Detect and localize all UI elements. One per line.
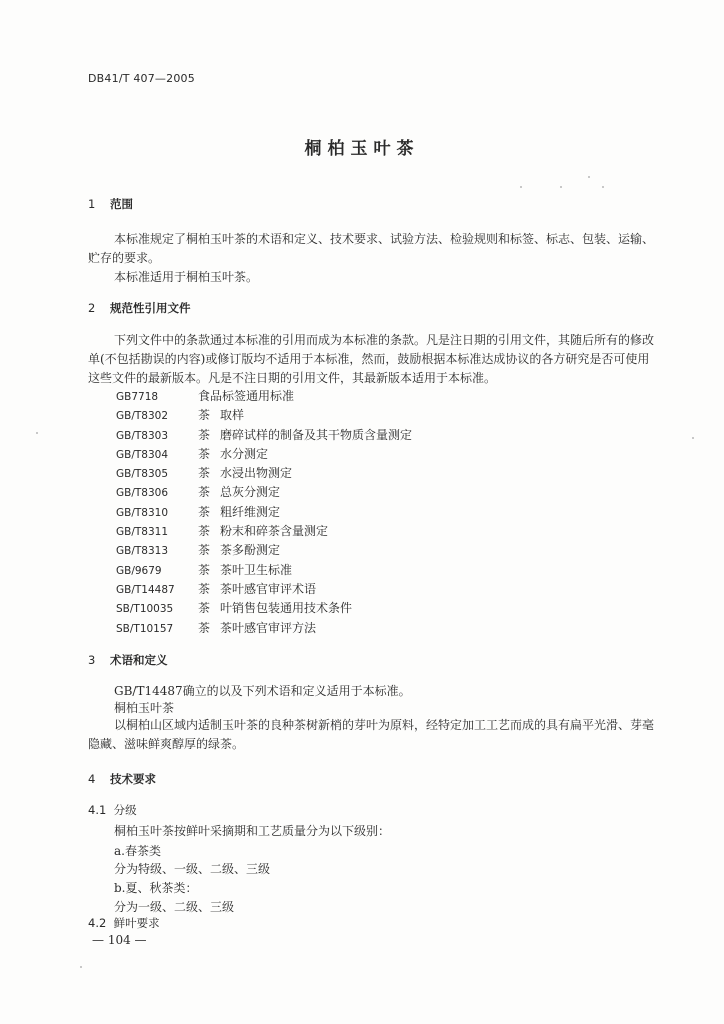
- ref-prefix: 茶: [198, 562, 211, 577]
- ref-name: 水分测定: [220, 446, 269, 461]
- section-title: 范围: [110, 197, 133, 211]
- section-1-heading: [88, 196, 133, 212]
- grading-intro: 桐柏玉叶茶按鲜叶采摘期和工艺质量分为以下级别：: [114, 824, 391, 838]
- subsection-title: 鲜叶要求: [113, 916, 160, 930]
- ref-name: 粗纤维测定: [220, 504, 281, 519]
- ref-name: 茶叶感官审评术语: [220, 581, 317, 596]
- section-number: 1: [88, 197, 96, 211]
- subsection-number: 4.2: [88, 916, 107, 930]
- ref-prefix: 茶: [198, 601, 211, 616]
- reference-item: [116, 406, 412, 425]
- ref-name: 磨碎试样的制备及其干物质含量测定: [220, 427, 413, 442]
- subsection-4-2-heading: [88, 915, 160, 931]
- reference-item: [116, 483, 412, 502]
- subsection-number: 4.1: [88, 803, 107, 817]
- reference-item: [116, 503, 412, 522]
- ref-name: 总灰分测定: [220, 485, 281, 500]
- grade-group-a: a.春茶类: [114, 844, 161, 858]
- subsection-4-1-heading: [88, 802, 137, 818]
- reference-item: [116, 599, 412, 618]
- ref-prefix: 茶: [198, 543, 211, 558]
- scan-speck: [602, 186, 604, 188]
- section-title: 技术要求: [110, 772, 156, 786]
- ref-prefix: 茶: [198, 620, 211, 635]
- ref-name: 茶多酚测定: [220, 543, 281, 558]
- ref-prefix: 茶: [198, 466, 211, 481]
- ref-prefix: 茶: [198, 408, 211, 423]
- section-4-heading: [88, 771, 156, 787]
- scope-paragraph-2: 本标准适用于桐柏玉叶茶。: [114, 270, 259, 284]
- reference-item: [116, 426, 412, 445]
- grade-group-b: b.夏、秋茶类：: [114, 881, 198, 895]
- reference-item: [116, 522, 412, 541]
- ref-code: GB/T8302: [116, 410, 169, 423]
- ref-code: SB/T10157: [116, 622, 174, 635]
- ref-name: 粉末和碎茶含量测定: [220, 524, 329, 539]
- document-title: 桐柏玉叶茶: [304, 139, 420, 159]
- ref-code: GB/T8303: [116, 429, 169, 442]
- scan-speck: [588, 176, 590, 178]
- section-number: 3: [88, 653, 96, 667]
- reference-item: [116, 387, 412, 406]
- section-number: 2: [88, 301, 96, 315]
- ref-name: 茶叶感官审评方法: [220, 620, 317, 635]
- page-number: — 104 —: [92, 933, 147, 947]
- ref-prefix: 茶: [198, 427, 211, 442]
- ref-name: 茶叶卫生标准: [220, 562, 293, 577]
- reference-list: [116, 387, 412, 638]
- subsection-title: 分级: [113, 803, 137, 817]
- scan-speck: [520, 186, 522, 188]
- reference-item: [116, 464, 412, 483]
- ref-prefix: 茶: [198, 524, 211, 539]
- grade-group-b-levels: 分为一级、二级、三级: [114, 900, 235, 914]
- ref-code: GB/T8304: [116, 448, 169, 461]
- scope-paragraph-1: 本标准规定了桐柏玉叶茶的术语和定义、技术要求、试验方法、检验规则和标签、标志、包装、运输、贮存的要求。: [88, 232, 655, 265]
- ref-code: GB/T8305: [116, 468, 169, 481]
- section-title: 规范性引用文件: [110, 301, 191, 315]
- section-3-heading: [88, 652, 168, 668]
- term-definition: 以桐柏山区域内适制玉叶茶的良种茶树新梢的芽叶为原料，经特定加工工艺而成的具有扁平光滑、芽毫隐藏、滋味鲜爽醇厚的绿茶。: [88, 718, 655, 751]
- ref-name: 食品标签通用标准: [198, 389, 295, 403]
- section-2-heading: [88, 300, 191, 316]
- scan-speck: [560, 186, 562, 188]
- scan-speck: [692, 437, 694, 439]
- grade-group-a-levels: 分为特级、一级、二级、三级: [114, 862, 271, 876]
- ref-code: GB/9679: [116, 564, 162, 577]
- ref-name: 水浸出物测定: [220, 466, 293, 481]
- term-name: 桐柏玉叶茶: [114, 701, 175, 715]
- normative-intro: 下列文件中的条款通过本标准的引用而成为本标准的条款。凡是注日期的引用文件，其随后所有的修改单(不包括勘误的内容)或修订版均不适用于本标准，然而，鼓励根据本标准达成协议的各方研究是否可使用这些文件的最新版本。凡是不注日期的引用文件，其最新版本适用于本标准。: [88, 333, 655, 385]
- section-number: 4: [88, 772, 96, 786]
- scan-speck: [36, 432, 38, 434]
- ref-name: 取样: [220, 408, 245, 423]
- ref-code: SB/T10035: [116, 603, 174, 616]
- reference-item: [116, 619, 412, 638]
- ref-name: 叶销售包装通用技术条件: [220, 601, 353, 616]
- standard-code: DB41/T 407—2005: [88, 72, 195, 85]
- ref-code: GB/T8313: [116, 545, 169, 558]
- ref-prefix: 茶: [198, 485, 211, 500]
- ref-code: GB/T8310: [116, 506, 169, 519]
- reference-item: [116, 445, 412, 464]
- ref-prefix: 茶: [198, 581, 211, 596]
- scan-speck: [80, 966, 82, 968]
- ref-code: GB/T8311: [116, 526, 169, 539]
- ref-code: GB/T8306: [116, 487, 169, 500]
- reference-item: [116, 541, 412, 560]
- reference-item: [116, 580, 412, 599]
- ref-code: GB/T14487: [116, 583, 175, 596]
- ref-code: GB7718: [116, 391, 159, 403]
- section-title: 术语和定义: [110, 653, 168, 667]
- reference-item: [116, 561, 412, 580]
- ref-prefix: 茶: [198, 504, 211, 519]
- terms-intro: GB/T14487确立的以及下列术语和定义适用于本标准。: [114, 684, 411, 698]
- ref-prefix: 茶: [198, 446, 211, 461]
